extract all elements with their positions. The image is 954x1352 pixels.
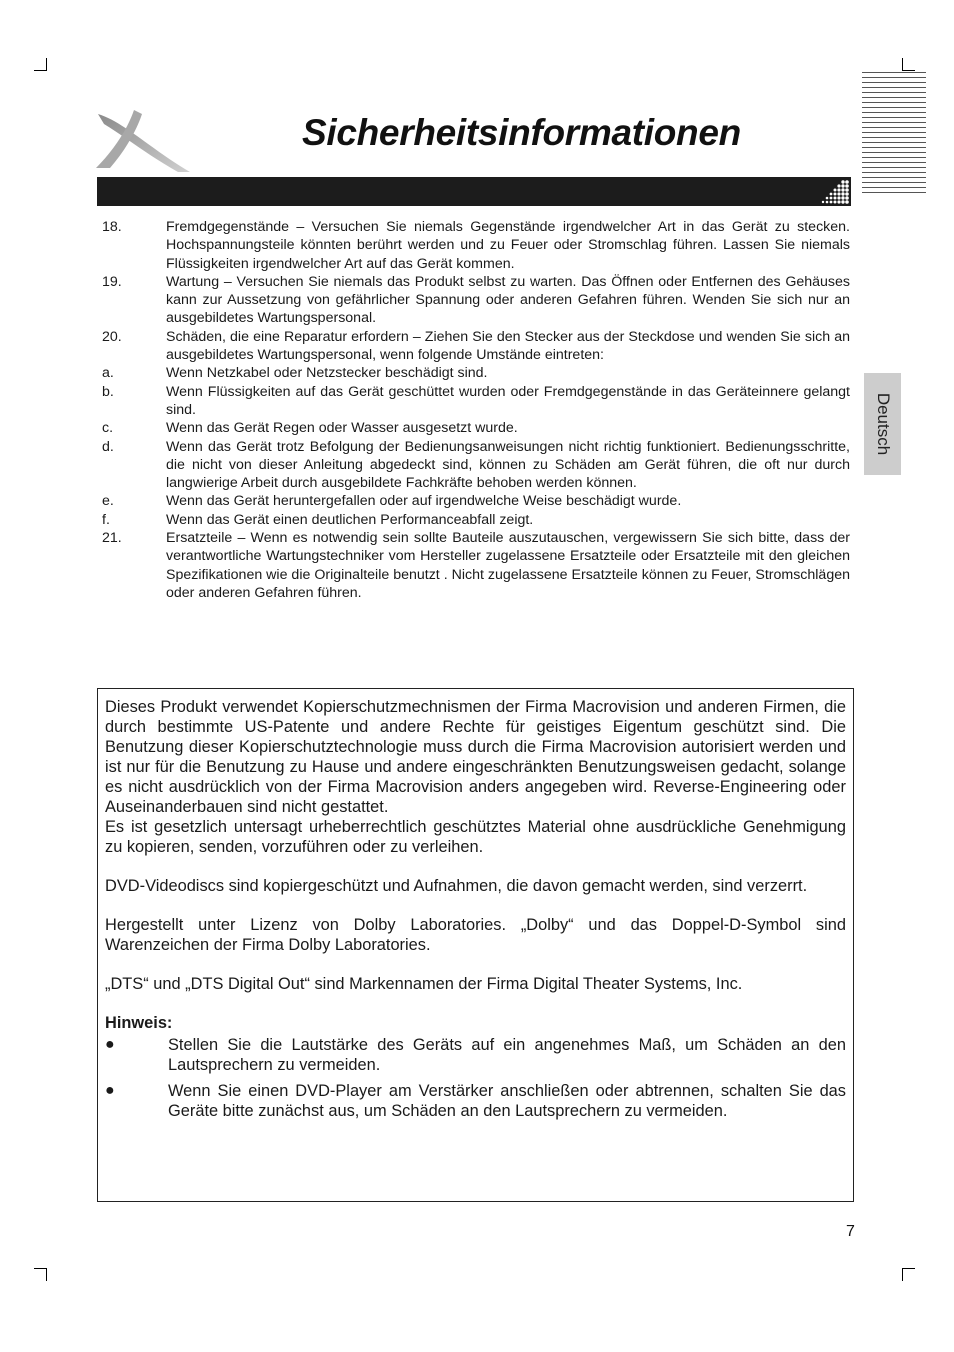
item-number: 19. <box>102 273 122 290</box>
safety-list <box>102 218 850 602</box>
list-item <box>102 328 850 365</box>
item-text: Wenn das Gerät trotz Befolgung der Bedienungsanweisungen nicht richtig funktioniert. Bedienungsschritte, die nicht von dieser Anleitung abgedeckt sind, können zu Schäden am Gerät führen, die oft nur durch langwierige Arbeit durch ausgebildete Fachkräfte behoben werden können. <box>166 438 850 492</box>
item-number: 18. <box>102 219 122 235</box>
crop-mark-bottom-left <box>34 1268 47 1281</box>
stripe-decoration <box>862 72 926 200</box>
brand-x-logo-icon <box>94 108 194 176</box>
copyright-notice-box <box>97 688 854 1202</box>
list-item <box>102 492 850 510</box>
item-text: Schäden, die eine Reparatur erfordern – Ziehen Sie den Stecker aus der Steckdose und wenden Sie sich an ausgebildetes Wartungspersonal, wenn folgende Umstände eintreten: <box>166 328 850 364</box>
page-title: Sicherheitsinformationen <box>302 112 741 153</box>
list-item <box>102 218 850 273</box>
crop-mark-bottom-right <box>902 1268 915 1281</box>
item-number: d. <box>102 438 114 455</box>
notice-paragraph-macrovision: Dieses Produkt verwendet Kopierschutzmechnismen der Firma Macrovision und anderen Firmen, die durch bestimmte US-Patente und andere Rechte für geistiges Eigentum geschützt sind. Die Benutzung dieser Kopierschutztechnologie muss durch die Firma Macrovision autorisiert werden und ist nur für die Benutzung zu Hause und andere eingeschränkten Benutzungsweisen gedacht, solange es nicht ausdrücklich von der Firma Macrovision anders angegeben wird. Reverse-Engineering oder Auseinanderbauen sind nicht gestattet. <box>105 698 846 816</box>
item-text: Wenn Netzkabel oder Netzstecker beschädigt sind. <box>166 365 488 382</box>
item-text: Wenn Flüssigkeiten auf das Gerät geschüttet wurden oder Fremdgegenstände in das Geräteinnere gelangt sind. <box>166 383 850 418</box>
crop-mark-top-left <box>34 58 47 71</box>
list-item <box>102 438 850 493</box>
notice-paragraph-copyright: Es ist gesetzlich untersagt urheberrechtlich geschütztes Material ohne ausdrückliche Genehmigung zu kopieren, senden, vorzuführen oder zu verleihen. <box>105 818 846 856</box>
language-tab <box>864 373 901 475</box>
item-text: Wenn das Gerät einen deutlichen Performanceabfall zeigt. <box>166 511 534 528</box>
item-text: Wenn das Gerät heruntergefallen oder auf irgendwelche Weise beschädigt wurde. <box>166 493 682 510</box>
item-number: f. <box>102 511 110 528</box>
notice-paragraph-dts: „DTS“ und „DTS Digital Out“ sind Markennamen der Firma Digital Theater Systems, Inc. <box>105 975 743 993</box>
item-number: 21. <box>102 530 122 547</box>
crop-mark-top-right <box>902 58 915 71</box>
item-number: c. <box>102 420 114 437</box>
item-number: b. <box>102 383 114 400</box>
notice-paragraph-dvd: DVD-Videodiscs sind kopiergeschützt und Aufnahmen, die davon gemacht werden, sind verzerrt. <box>105 877 808 895</box>
halftone-decoration <box>817 177 851 206</box>
item-number: a. <box>102 365 114 382</box>
title-bar <box>97 177 851 206</box>
bullet-icon: ● <box>105 1036 115 1053</box>
notice-paragraph-dolby: Hergestellt unter Lizenz von Dolby Laboratories. „Dolby“ und das Doppel-D-Symbol sind Warenzeichen der Firma Dolby Laboratories. <box>105 916 846 954</box>
hinweis-bullet <box>105 1035 846 1075</box>
list-item <box>102 383 850 420</box>
item-number: e. <box>102 493 114 510</box>
list-item <box>102 364 850 382</box>
bullet-icon: ● <box>105 1082 115 1099</box>
list-item <box>102 529 850 602</box>
item-text: Wenn das Gerät Regen oder Wasser ausgesetzt wurde. <box>166 420 518 437</box>
item-text: Ersatzteile – Wenn es notwendig sein sollte Bauteile auszutauschen, vergewissern Sie sich bitte, dass der verantwortliche Wartungstechniker vom Hersteller zugelassene Ersatzteile oder Ersatzteile mit den gleichen Spezifikationen wie die Originalteile benutzt . Nicht zugelassene Ersatzteile können zu Feuer, Stromschlägen oder anderen Gefahren führen. <box>166 530 850 601</box>
page-number: 7 <box>846 1223 855 1240</box>
hinweis-heading: Hinweis: <box>105 1014 173 1032</box>
list-item <box>102 511 850 529</box>
language-tab-label: Deutsch <box>873 392 893 456</box>
list-item <box>102 419 850 437</box>
bullet-text: Stellen Sie die Lautstärke des Geräts auf ein angenehmes Maß, um Schäden an den Lautsprechern zu vermeiden. <box>168 1036 846 1074</box>
list-item <box>102 273 850 328</box>
item-number: 20. <box>102 328 122 345</box>
item-text: Wartung – Versuchen Sie niemals das Produkt selbst zu warten. Das Öffnen oder Entfernen des Gehäuses kann zur Aussetzung von gefährlicher Spannung oder anderen Gefahren führen. Wenden Sie sich nur an ausgebildetes Wartungspersonal. <box>166 273 850 327</box>
item-text: Fremdgegenstände – Versuchen Sie niemals Gegenstände irgendwelcher Art in das Gerät zu stecken. Hochspannungsteile könnten berührt werden und zu Feuer oder Stromschlag führen. Lassen Sie niemals Flüssigkeiten irgendwelcher Art auf das Gerät kommen. <box>166 219 850 272</box>
bullet-text: Wenn Sie einen DVD-Player am Verstärker anschließen oder abtrennen, schalten Sie das Geräte bitte zunächst aus, um Schäden an den Lautsprechern zu vermeiden. <box>168 1082 846 1120</box>
hinweis-bullet <box>105 1081 846 1121</box>
